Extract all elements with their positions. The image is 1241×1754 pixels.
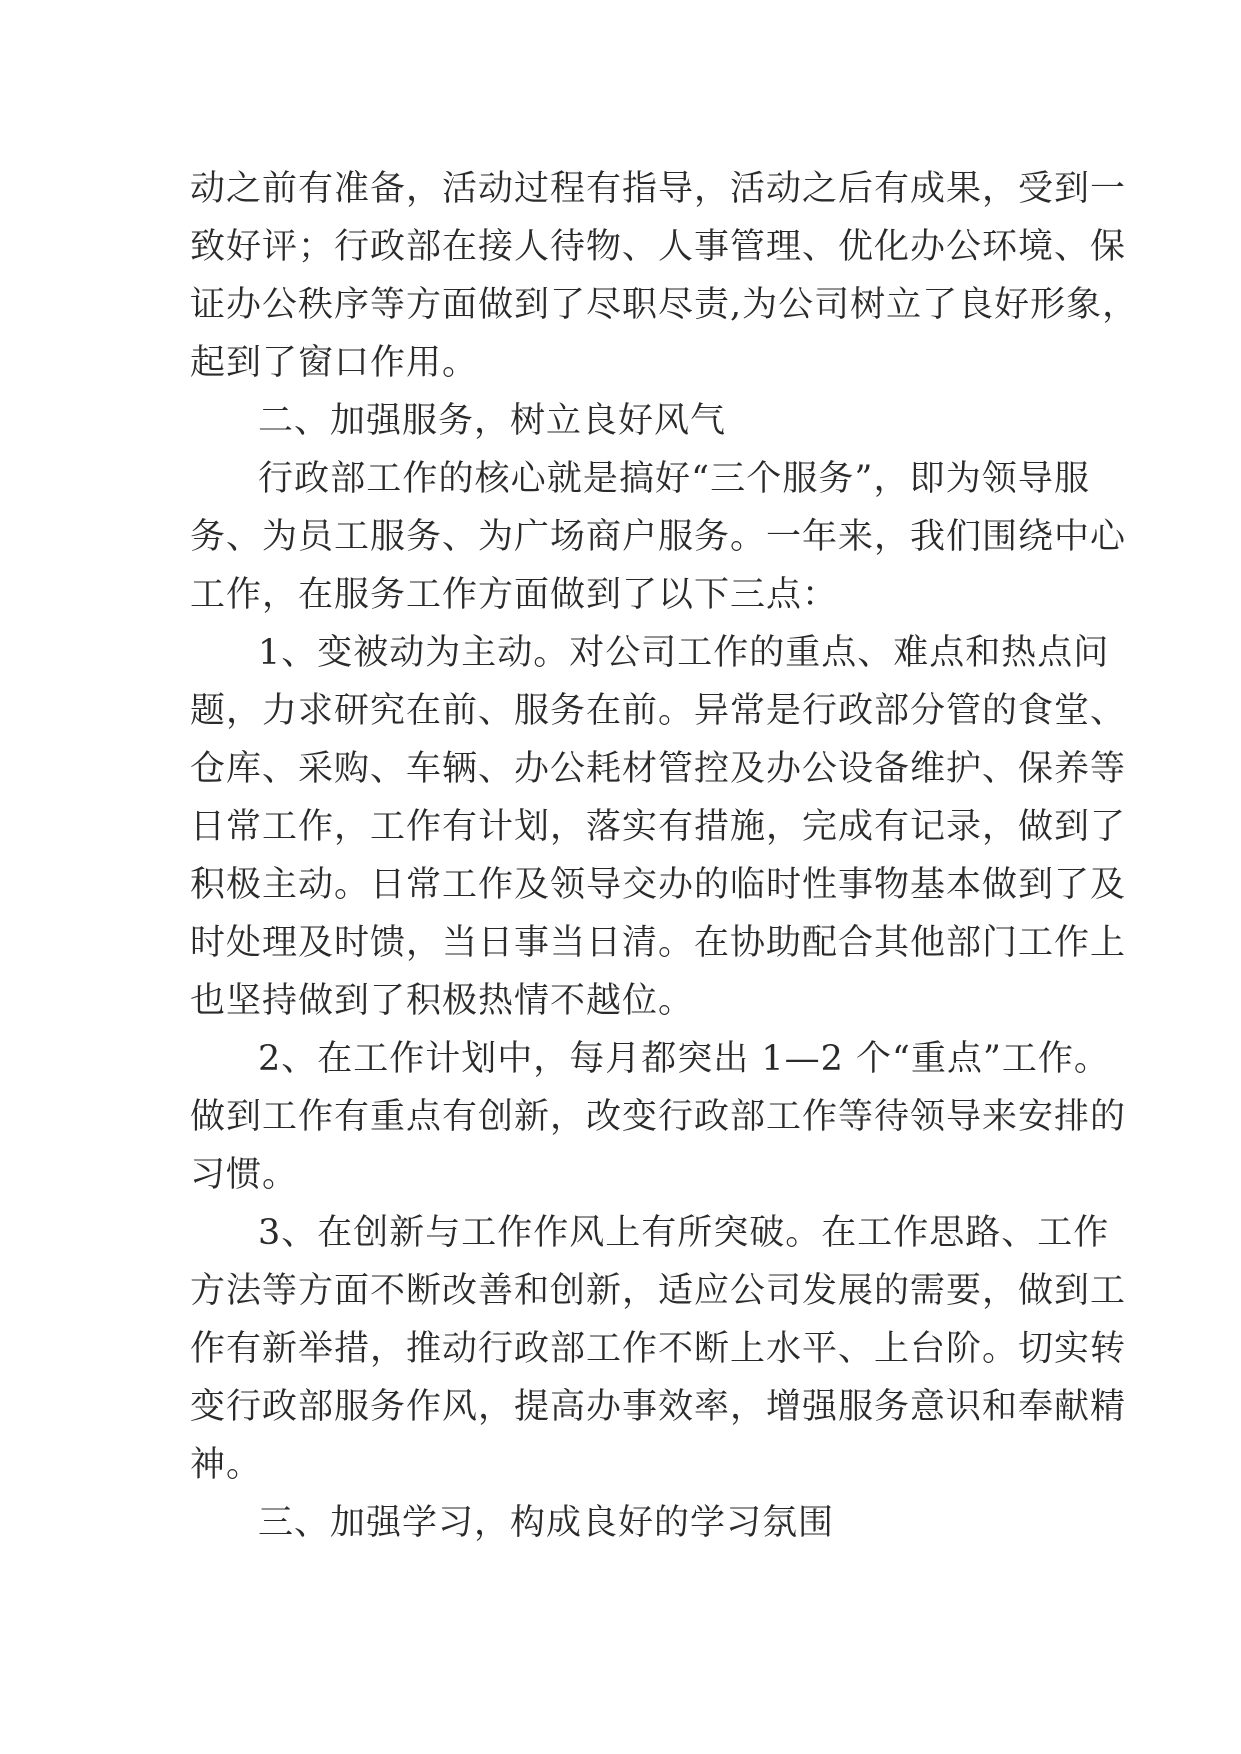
text-line: 日常工作，工作有计划，落实有措施，完成有记录，做到了 xyxy=(190,807,1127,847)
heading-line: 三、加强学习，构成良好的学习氛围 xyxy=(258,1503,835,1543)
text-line: 致好评；行政部在接人待物、人事管理、优化办公环境、保 xyxy=(190,227,1127,267)
paragraph-item-3 xyxy=(190,1204,1127,1494)
paragraph-item-2 xyxy=(190,1030,1127,1204)
text-line: 3、在创新与工作作风上有所突破。在工作思路、工作 xyxy=(258,1213,1110,1253)
text-line: 做到工作有重点有创新，改变行政部工作等待领导来安排的 xyxy=(190,1097,1127,1137)
section-heading-2 xyxy=(190,392,1090,450)
text-line: 证办公秩序等方面做到了尽职尽责,为公司树立了良好形象， xyxy=(190,285,1139,325)
text-line: 习惯。 xyxy=(190,1155,299,1195)
paragraph-three-services xyxy=(190,450,1127,624)
text-line: 2、在工作计划中，每月都突出 1—2 个“重点”工作。 xyxy=(258,1039,1110,1079)
text-line: 动之前有准备，活动过程有指导，活动之后有成果，受到一 xyxy=(190,169,1127,209)
section-heading-3 xyxy=(190,1494,1090,1552)
text-line: 题，力求研究在前、服务在前。异常是行政部分管的食堂、 xyxy=(190,691,1127,731)
text-line: 仓库、采购、车辆、办公耗材管控及办公设备维护、保养等 xyxy=(190,749,1127,789)
text-line: 1、变被动为主动。对公司工作的重点、难点和热点问 xyxy=(258,633,1110,673)
text-line: 务、为员工服务、为广场商户服务。一年来，我们围绕中心 xyxy=(190,517,1127,557)
text-line: 神。 xyxy=(190,1445,263,1485)
text-line: 变行政部服务作风，提高办事效率，增强服务意识和奉献精 xyxy=(190,1387,1127,1427)
text-line: 起到了窗口作用。 xyxy=(190,343,479,383)
paragraph-window-role xyxy=(190,160,1139,392)
text-line: 工作，在服务工作方面做到了以下三点： xyxy=(190,575,839,615)
text-line: 也坚持做到了积极热情不越位。 xyxy=(190,981,695,1021)
text-line: 积极主动。日常工作及领导交办的临时性事物基本做到了及 xyxy=(190,865,1127,905)
heading-line: 二、加强服务，树立良好风气 xyxy=(258,401,727,441)
text-line: 方法等方面不断改善和创新，适应公司发展的需要，做到工 xyxy=(190,1271,1127,1311)
text-line: 作有新举措，推动行政部工作不断上水平、上台阶。切实转 xyxy=(190,1329,1127,1369)
text-line: 时处理及时馈，当日事当日清。在协助配合其他部门工作上 xyxy=(190,923,1127,963)
text-line: 行政部工作的核心就是搞好“三个服务”，即为领导服 xyxy=(258,459,1090,499)
paragraph-item-1 xyxy=(190,624,1127,1030)
document-body xyxy=(190,160,1139,1552)
